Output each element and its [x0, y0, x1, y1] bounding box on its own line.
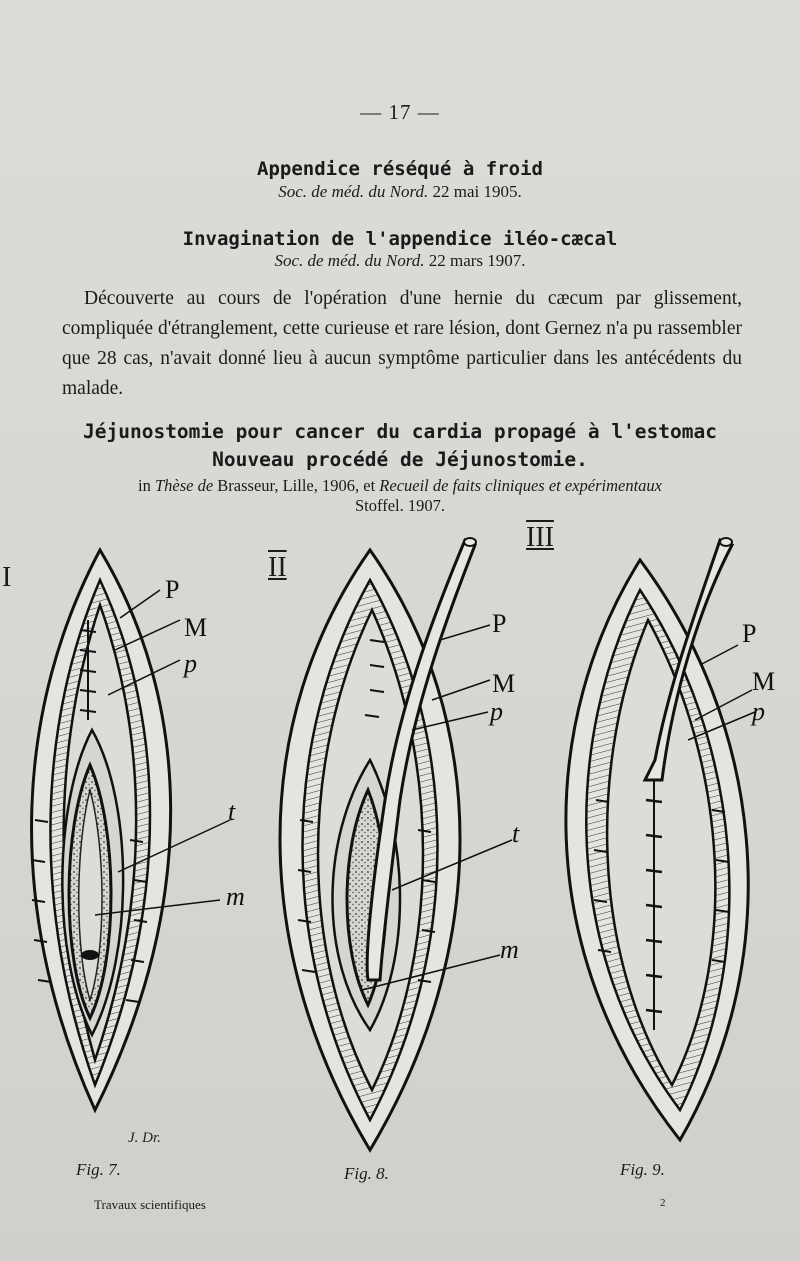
page-number: — 17 — — [360, 100, 440, 124]
label-t-fig8: t — [512, 819, 520, 848]
section-title-invagination: Invagination de l'appendice iléo-cæcal — [182, 228, 618, 250]
label-p-fig7: p — [184, 649, 197, 678]
reference-recueil: Recueil de faits cliniques et expérimentaux — [379, 476, 662, 495]
label-P-fig8: P — [492, 609, 507, 638]
figure-caption-7: Fig. 7. — [76, 1160, 121, 1179]
figure-7-drawing — [32, 550, 245, 1146]
figure-caption-8: Fig. 8. — [344, 1164, 389, 1183]
label-M-fig8: M — [492, 669, 516, 698]
label-M-fig7: M — [184, 613, 208, 642]
section-reference-1 — [0, 182, 800, 202]
reference-journal: Soc. de méd. du Nord. — [278, 182, 429, 201]
surgical-illustrations — [0, 520, 800, 1160]
section-subtitle-jejunostomie: Nouveau procédé de Jéjunostomie. — [212, 448, 588, 471]
section-reference-3 — [30, 476, 770, 496]
section-title-appendice: Appendice réséqué à froid — [257, 158, 543, 180]
figure-numeral-1: I — [2, 562, 12, 593]
reference-date: 22 mars 1907. — [428, 251, 526, 270]
label-p-fig9: p — [752, 697, 765, 726]
label-m-fig8: m — [500, 935, 519, 964]
label-p-fig8: p — [490, 697, 503, 726]
figure-9-drawing — [566, 538, 775, 1140]
label-P-fig9: P — [742, 619, 757, 648]
reference-these: Thèse de — [154, 476, 214, 495]
footer-title: Travaux scientifiques — [94, 1197, 206, 1212]
reference-mid: Brasseur, Lille, 1906, et — [217, 476, 376, 495]
figure-8-drawing — [280, 538, 520, 1150]
figure-caption-9: Fig. 9. — [620, 1160, 665, 1179]
figure-numeral-3: III — [526, 522, 554, 553]
label-P-fig7: P — [165, 575, 180, 604]
section-reference-3-end: Stoffel. 1907. — [355, 496, 445, 515]
body-paragraph: Découverte au cours de l'opération d'une hernie du cæcum par glissement, compliquée d'étranglement, cette curieuse et rare lésion, dont Gernez n'a pu rassembler que 28 cas, n'avait donné lieu à aucun symptôme particulier dans les antécédents du malade. — [62, 288, 742, 399]
label-M-fig9: M — [752, 667, 776, 696]
reference-date: 22 mai 1905. — [432, 182, 522, 201]
figure-numeral-2: II — [268, 552, 287, 583]
reference-journal: Soc. de méd. du Nord. — [274, 251, 425, 270]
section-title-jejunostomie: Jéjunostomie pour cancer du cardia propagé à l'estomac — [83, 420, 717, 443]
section-reference-2 — [0, 251, 800, 271]
artist-signature: J. Dr. — [128, 1130, 161, 1146]
footer-signature-mark: 2 — [660, 1197, 666, 1209]
reference-in: in — [137, 476, 151, 495]
label-t-fig7: t — [228, 797, 236, 826]
label-m-fig7: m — [226, 882, 245, 911]
